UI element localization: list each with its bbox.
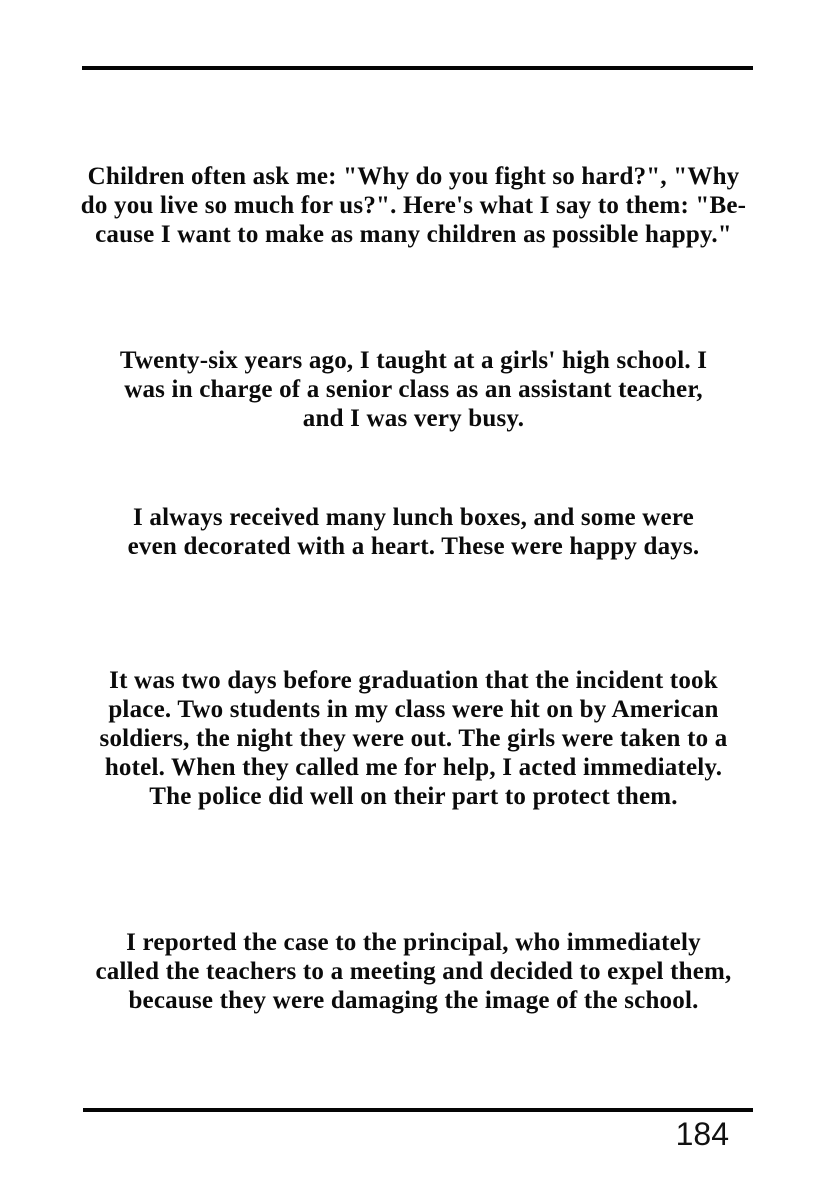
paragraph-1 <box>0 162 827 249</box>
text-line: The police did well on their part to protect them. <box>149 783 678 810</box>
page-number: 184 <box>675 1116 729 1152</box>
paragraph-3 <box>0 503 827 561</box>
paragraph-2 <box>0 346 827 433</box>
text-line: I always received many lunch boxes, and some were <box>133 504 694 531</box>
text-line: Twenty-six years ago, I taught at a girls' high school. I <box>119 347 708 374</box>
text-line: do you live so much for us?". Here's what I say to them: "Be- <box>80 192 747 219</box>
paragraph-4 <box>0 666 827 811</box>
text-line: I reported the case to the principal, who immediately <box>126 929 701 956</box>
text-line: place. Two students in my class were hit on by American <box>108 696 719 723</box>
text-line: because they were damaging the image of the school. <box>128 987 699 1014</box>
text-line: even decorated with a heart. These were happy days. <box>127 533 700 560</box>
text-line: soldiers, the night they were out. The girls were taken to a <box>99 725 728 752</box>
bottom-divider-rule <box>83 1108 753 1112</box>
text-line: Children often ask me: "Why do you fight so hard?", "Why <box>87 163 740 190</box>
text-line: hotel. When they called me for help, I acted immediately. <box>104 754 723 781</box>
text-line: was in charge of a senior class as an assistant teacher, <box>124 376 703 403</box>
paragraph-5 <box>0 928 827 1015</box>
text-line: cause I want to make as many children as possible happy." <box>95 221 732 248</box>
text-line: called the teachers to a meeting and decided to expel them, <box>95 958 732 985</box>
text-line: It was two days before graduation that the incident took <box>109 667 718 694</box>
text-line: and I was very busy. <box>302 405 525 432</box>
top-divider-rule <box>82 66 753 70</box>
